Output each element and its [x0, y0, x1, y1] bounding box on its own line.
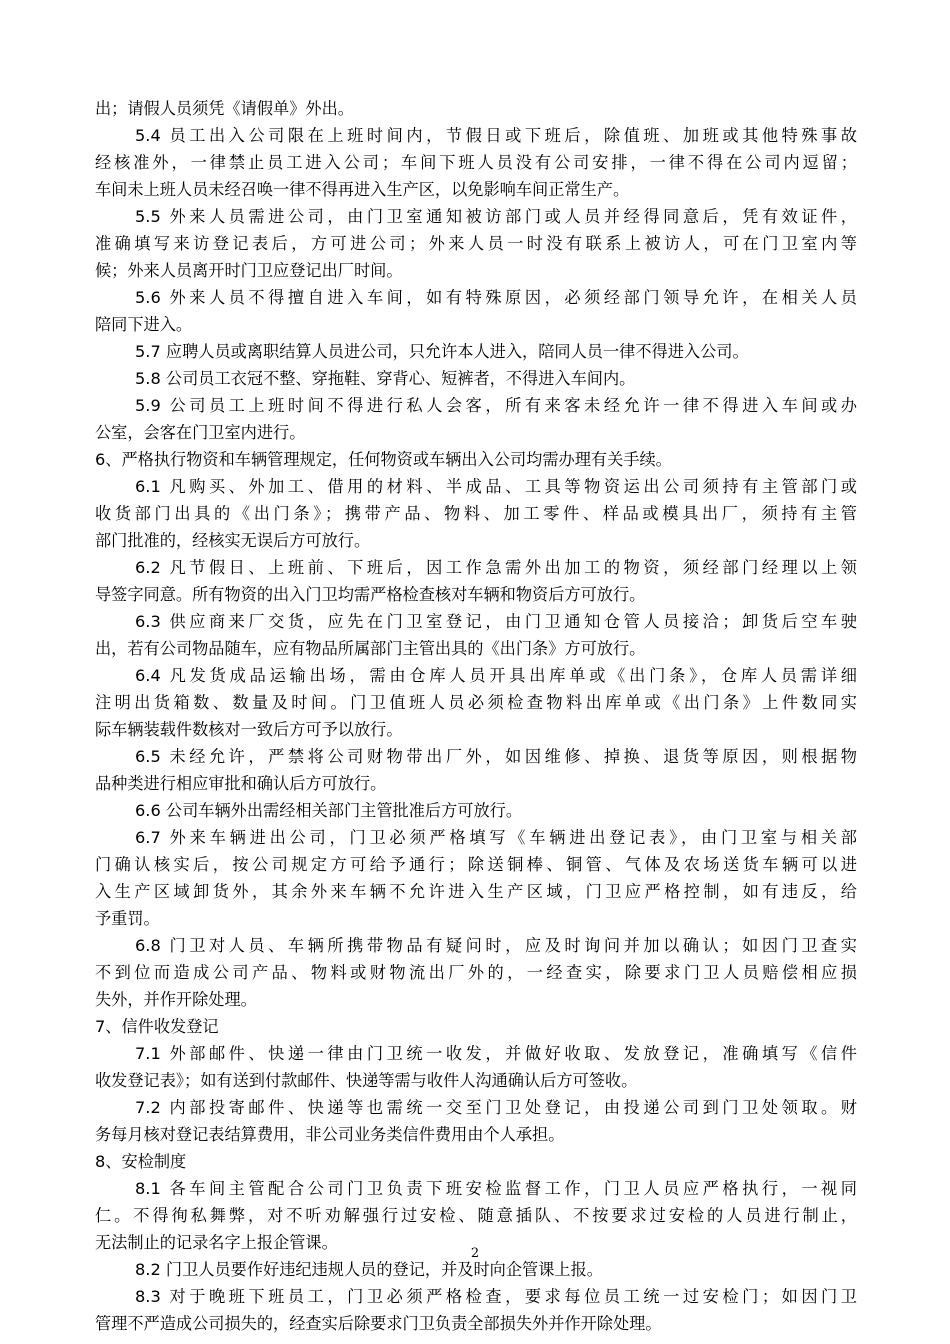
- text-line: 仁。不得徇私舞弊，对不听劝解强行过安检、随意插队、不按要求过安检的人员进行制止，: [95, 1206, 857, 1225]
- text-line: 5.8 公司员工衣冠不整、穿拖鞋、穿背心、短裤者，不得进入车间内。: [135, 369, 636, 388]
- text-line: 8、安检制度: [95, 1152, 187, 1171]
- text-line: 8.3 对于晚班下班员工，门卫必须严格检查，要求每位员工统一过安检门；如因门卫: [135, 1287, 857, 1306]
- text-line: 6.5 未经允许，严禁将公司财物带出厂外，如因维修、掉换、退货等原因，则根据物: [135, 747, 857, 766]
- text-line: 管理不严造成公司损失的，经查实后除要求门卫负责全部损失外并作开除处理。: [95, 1314, 662, 1333]
- text-line: 部门批准的，经核实无误后方可放行。: [95, 531, 371, 550]
- text-line: 门确认核实后，按公司规定方可给予通行；除送铜棒、铜管、气体及农场送货车辆可以进: [95, 855, 857, 874]
- text-line: 6.8 门卫对人员、车辆所携带物品有疑问时，应及时询问并加以确认；如因门卫查实: [135, 936, 857, 955]
- text-line: 7、信件收发登记: [95, 1017, 219, 1036]
- text-line: 失外，并作开除处理。: [95, 990, 257, 1009]
- text-line: 7.2 内部投寄邮件、快递等也需统一交至门卫处登记，由投递公司到门卫处领取。财: [135, 1098, 857, 1117]
- text-line: 出；请假人员须凭《请假单》外出。: [95, 99, 354, 118]
- text-line: 际车辆装载件数核对一致后方可予以放行。: [95, 720, 403, 739]
- text-line: 准确填写来访登记表后，方可进公司；外来人员一时没有联系上被访人，可在门卫室内等: [95, 234, 857, 253]
- text-line: 6.4 凡发货成品运输出场，需由仓库人员开具出库单或《出门条》，仓库人员需详细: [135, 666, 857, 685]
- text-line: 候；外来人员离开时门卫应登记出厂时间。: [95, 261, 403, 280]
- text-line: 不到位而造成公司产品、物料或财物流出厂外的，一经查实，除要求门卫人员赔偿相应损: [95, 963, 857, 982]
- text-line: 8.1 各车间主管配合公司门卫负责下班安检监督工作，门卫人员应严格执行，一视同: [135, 1179, 857, 1198]
- document-body: [95, 95, 857, 1337]
- text-line: 5.6 外来人员不得擅自进入车间，如有特殊原因，必须经部门领导允许，在相关人员: [135, 288, 857, 307]
- text-line: 8.2 门卫人员要作好违纪违规人员的登记，并及时向企管课上报。: [135, 1260, 603, 1279]
- text-line: 5.5 外来人员需进公司，由门卫室通知被访部门或人员并经得同意后，凭有效证件，: [135, 207, 857, 226]
- text-line: 收发登记表》；如有送到付款邮件、快递等需与收件人沟通确认后方可签收。: [95, 1071, 638, 1090]
- text-line: 公室，会客在门卫室内进行。: [95, 423, 306, 442]
- text-line: 6、严格执行物资和车辆管理规定，任何物资或车辆出入公司均需办理有关手续。: [95, 450, 672, 469]
- text-line: 6.3 供应商来厂交货，应先在门卫室登记，由门卫通知仓管人员接洽；卸货后空车驶: [135, 612, 857, 631]
- text-line: 车间未上班人员未经召唤一律不得再进入生产区，以免影响车间正常生产。: [95, 180, 630, 199]
- text-line: 导签字同意。所有物资的出入门卫均需严格检查核对车辆和物资后方可放行。: [95, 585, 646, 604]
- text-line: 6.6 公司车辆外出需经相关部门主管批准后方可放行。: [135, 801, 523, 820]
- text-line: 5.9 公司员工上班时间不得进行私人会客，所有来客未经允许一律不得进入车间或办: [135, 396, 857, 415]
- text-line: 6.2 凡节假日、上班前、下班后，因工作急需外出加工的物资，须经部门经理以上领: [135, 558, 857, 577]
- text-line: 7.1 外部邮件、快递一律由门卫统一收发，并做好收取、发放登记，准确填写《信件: [135, 1044, 857, 1063]
- text-line: 注明出货箱数、数量及时间。门卫值班人员必须检查物料出库单或《出门条》上件数同实: [95, 693, 857, 712]
- text-line: 5.4 员工出入公司限在上班时间内，节假日或下班后，除值班、加班或其他特殊事故: [135, 126, 857, 145]
- text-line: 6.7 外来车辆进出公司，门卫必须严格填写《车辆进出登记表》，由门卫室与相关部: [135, 828, 857, 847]
- text-line: 出，若有公司物品随车，应有物品所属部门主管出具的《出门条》方可放行。: [95, 639, 646, 658]
- text-line: 收货部门出具的《出门条》；携带产品、物料、加工零件、样品或模具出厂，须持有主管: [95, 504, 857, 523]
- text-line: 陪同下进入。: [95, 315, 193, 334]
- text-line: 入生产区域卸货外，其余外来车辆不允许进入生产区域，门卫应严格控制，如有违反，给: [95, 882, 857, 901]
- text-line: 务每月核对登记表结算费用，非公司业务类信件费用由个人承担。: [95, 1125, 565, 1144]
- text-line: 无法制止的记录名字上报企管课。: [95, 1233, 338, 1252]
- text-line: 经核准外，一律禁止员工进入公司；车间下班人员没有公司安排，一律不得在公司内逗留；: [95, 153, 857, 172]
- text-line: 5.7 应聘人员或离职结算人员进公司，只允许本人进入，陪同人员一律不得进入公司。: [135, 342, 749, 361]
- text-line: 品种类进行相应审批和确认后方可放行。: [95, 774, 387, 793]
- text-line: 予重罚。: [95, 909, 160, 928]
- text-line: 6.1 凡购买、外加工、借用的材料、半成品、工具等物资运出公司须持有主管部门或: [135, 477, 857, 496]
- page-number: 2: [470, 1246, 480, 1261]
